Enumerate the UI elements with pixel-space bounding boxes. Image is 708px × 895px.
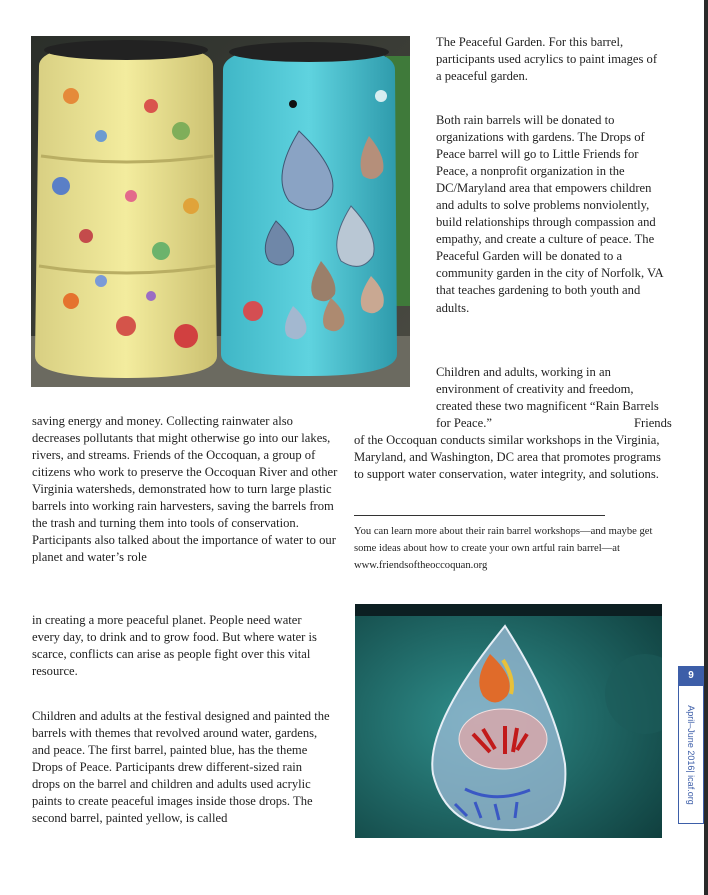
workshop-note [354, 523, 660, 574]
right-column-paragraph-3b: Friends of the Occoquan conducts similar workshops in the Virginia, Maryland, and Washington, DC area that promotes programs to support water conservation, water integrity, and solutions. [354, 416, 672, 482]
left-column-paragraph-2: in creating a more peaceful planet. People need water every day, to drink and to grow food. But where water is scarce, conflicts can arise as people fight over this vital resource. [32, 613, 317, 679]
right-column-paragraph-2: Both rain barrels will be donated to organizations with gardens. The Drops of Peace barrel will go to Little Friends for Peace, a nonprofit organization in the DC/Maryland area that empowers children and adults to solve problems nonviolently, build relationships through compassion and empathy, and create a culture of peace. The Peaceful Garden will be donated to a community garden in the city of Norfolk, VA that teaches gardening to both youth and adults. [436, 113, 663, 315]
rain-barrels-photo [31, 36, 410, 387]
issue-sidebar [678, 686, 704, 824]
left-column-paragraph-3: Children and adults at the festival designed and painted the barrels with themes that revolved around water, gardens, and peace. The first barrel, painted blue, has the theme Drops of Peace. Participants drew different-sized rain drops on the barrel and children and adults used acrylic paints to create peaceful images inside those drops. The second barrel, painted yellow, is called [32, 709, 330, 826]
left-column-paragraph-1: saving energy and money. Collecting rainwater also decreases pollutants that might otherwise go into our lakes, rivers, and streams. Friends of the Occoquan, a group of citizens who work to preserve the Occoquan River and other Virginia watersheds, demonstrated how to turn large plastic barrels into working rain harvesters, saving the barrels from the trash and turning them into tools of conservation. Participants also talked about the importance of water to our planet and water’s role [32, 414, 338, 565]
page-number-tab [678, 666, 704, 686]
rain-drop-illustration [355, 604, 662, 838]
page-edge [704, 0, 708, 895]
rain-drop-photo [355, 604, 662, 838]
rain-barrels-illustration [31, 36, 410, 387]
right-column-paragraph-3a: Children and adults, working in an environment of creativity and freedom, created these two magnificent “Rain Barrels for Peace.” [436, 365, 659, 431]
workshop-note-text: You can learn more about their rain barrel workshops—and maybe get some ideas about how to create your own artful rain barrel—at www.friendsoftheoccoquan.org [354, 526, 653, 571]
issue-label: April–June 2016| icaf.org [686, 704, 696, 805]
page-number: 9 [688, 670, 694, 681]
note-divider [354, 515, 605, 516]
right-column-paragraph-1: The Peaceful Garden. For this barrel, participants used acrylics to paint images of a peaceful garden. [436, 35, 658, 84]
